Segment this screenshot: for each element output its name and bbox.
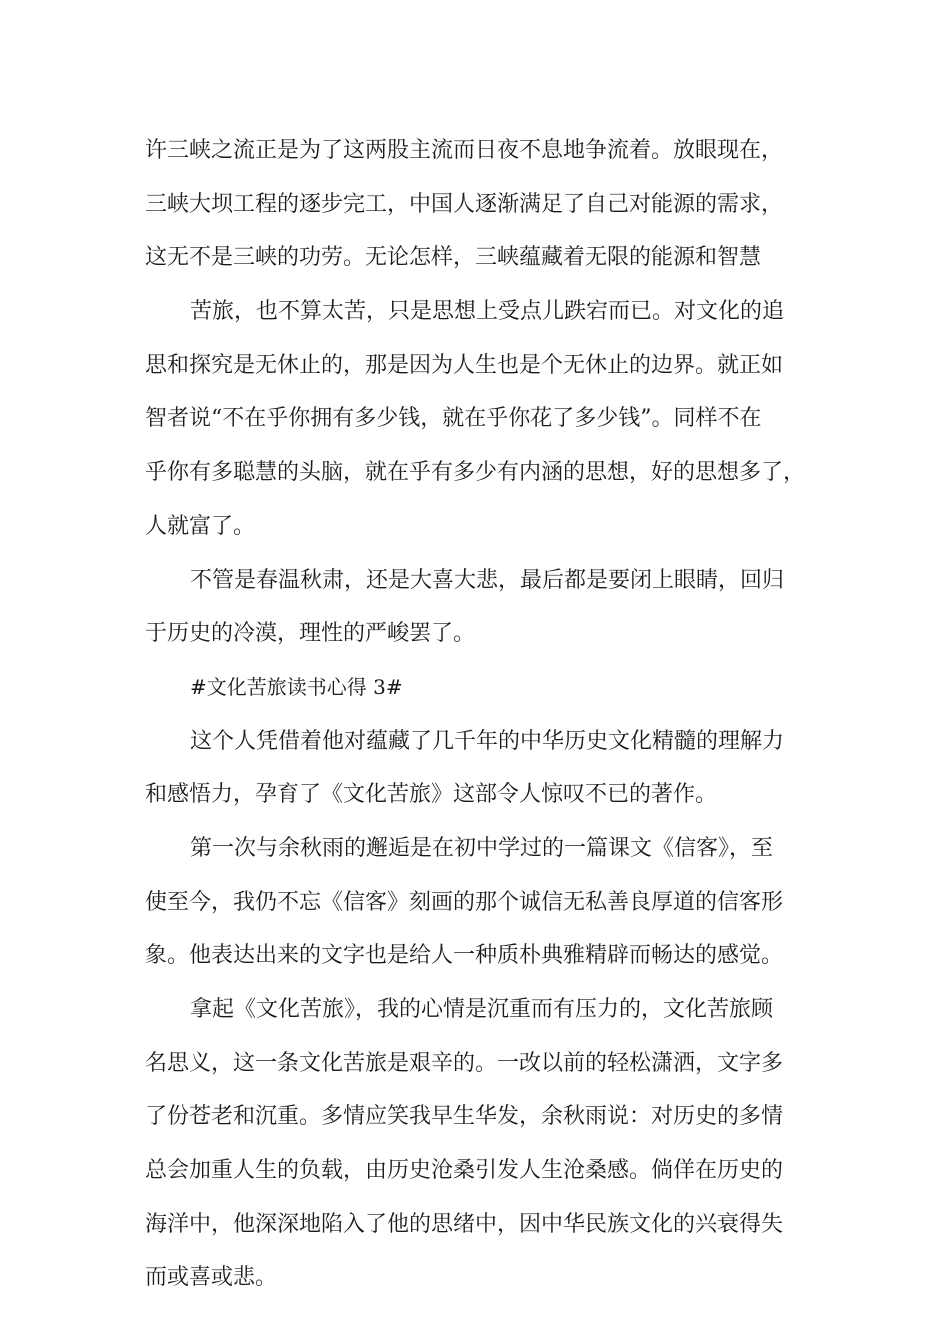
paragraph — [145, 822, 825, 983]
text-line: 而或喜或悲。 — [145, 1265, 278, 1291]
text-line: 三峡大坝工程的逐步完工，中国人逐渐满足了自己对能源的需求， — [145, 191, 784, 217]
text-line: 名思义，这一条文化苦旅是艰辛的。一改以前的轻松潇洒，文字多 — [145, 1050, 784, 1076]
text-line: 使至今，我仍不忘《信客》刻画的那个诚信无私善良厚道的信客形 — [145, 889, 784, 915]
text-line: 象。他表达出来的文字也是给人一种质朴典雅精辟而畅达的感觉。 — [145, 943, 784, 969]
text-line: 乎你有多聪慧的头脑，就在乎有多少有内涵的思想，好的思想多了， — [145, 460, 806, 486]
text-line: 第一次与余秋雨的邂逅是在初中学过的一篇课文《信客》，至 — [190, 835, 774, 861]
text-line: 这个人凭借着他对蕴藏了几千年的中华历史文化精髓的理解力 — [190, 728, 785, 754]
section-heading — [145, 661, 825, 715]
paragraph — [145, 554, 825, 661]
text-line: 许三峡之流正是为了这两股主流而日夜不息地争流着。放眼现在， — [145, 138, 784, 163]
paragraph — [145, 715, 825, 822]
paragraph-continuation — [145, 124, 825, 285]
text-line: 这无不是三峡的功劳。无论怎样，三峡蕴藏着无限的能源和智慧 — [145, 245, 762, 271]
text-line: 总会加重人生的负载，由历史沧桑引发人生沧桑感。倘佯在历史的 — [145, 1158, 784, 1184]
paragraph — [145, 285, 825, 553]
text-line: 苦旅，也不算太苦，只是思想上受点儿跌宕而已。对文化的追 — [190, 299, 785, 325]
text-line: 于历史的冷漠，理性的严峻罢了。 — [145, 621, 476, 647]
text-line: 人就富了。 — [145, 513, 256, 539]
text-line: 拿起《文化苦旅》，我的心情是沉重而有压力的，文化苦旅顾 — [190, 997, 774, 1022]
text-line: 了份苍老和沉重。多情应笑我早生华发，余秋雨说：对历史的多情 — [145, 1104, 784, 1130]
text-line: 海洋中，他深深地陷入了他的思绪中，因中华民族文化的兴衰得失 — [145, 1211, 784, 1237]
text-line: 不管是春温秋肃，还是大喜大悲，最后都是要闭上眼睛，回归 — [190, 567, 785, 593]
heading-text: #文化苦旅读书心得 3# — [190, 674, 403, 699]
document-body — [145, 124, 825, 1305]
paragraph — [145, 983, 825, 1305]
text-line: 思和探究是无休止的，那是因为人生也是个无休止的边界。就正如 — [145, 352, 784, 378]
text-line: 和感悟力，孕育了《文化苦旅》这部令人惊叹不已的著作。 — [145, 782, 718, 808]
text-line: 智者说“不在乎你拥有多少钱，就在乎你花了多少钱”。同样不在 — [145, 406, 762, 432]
